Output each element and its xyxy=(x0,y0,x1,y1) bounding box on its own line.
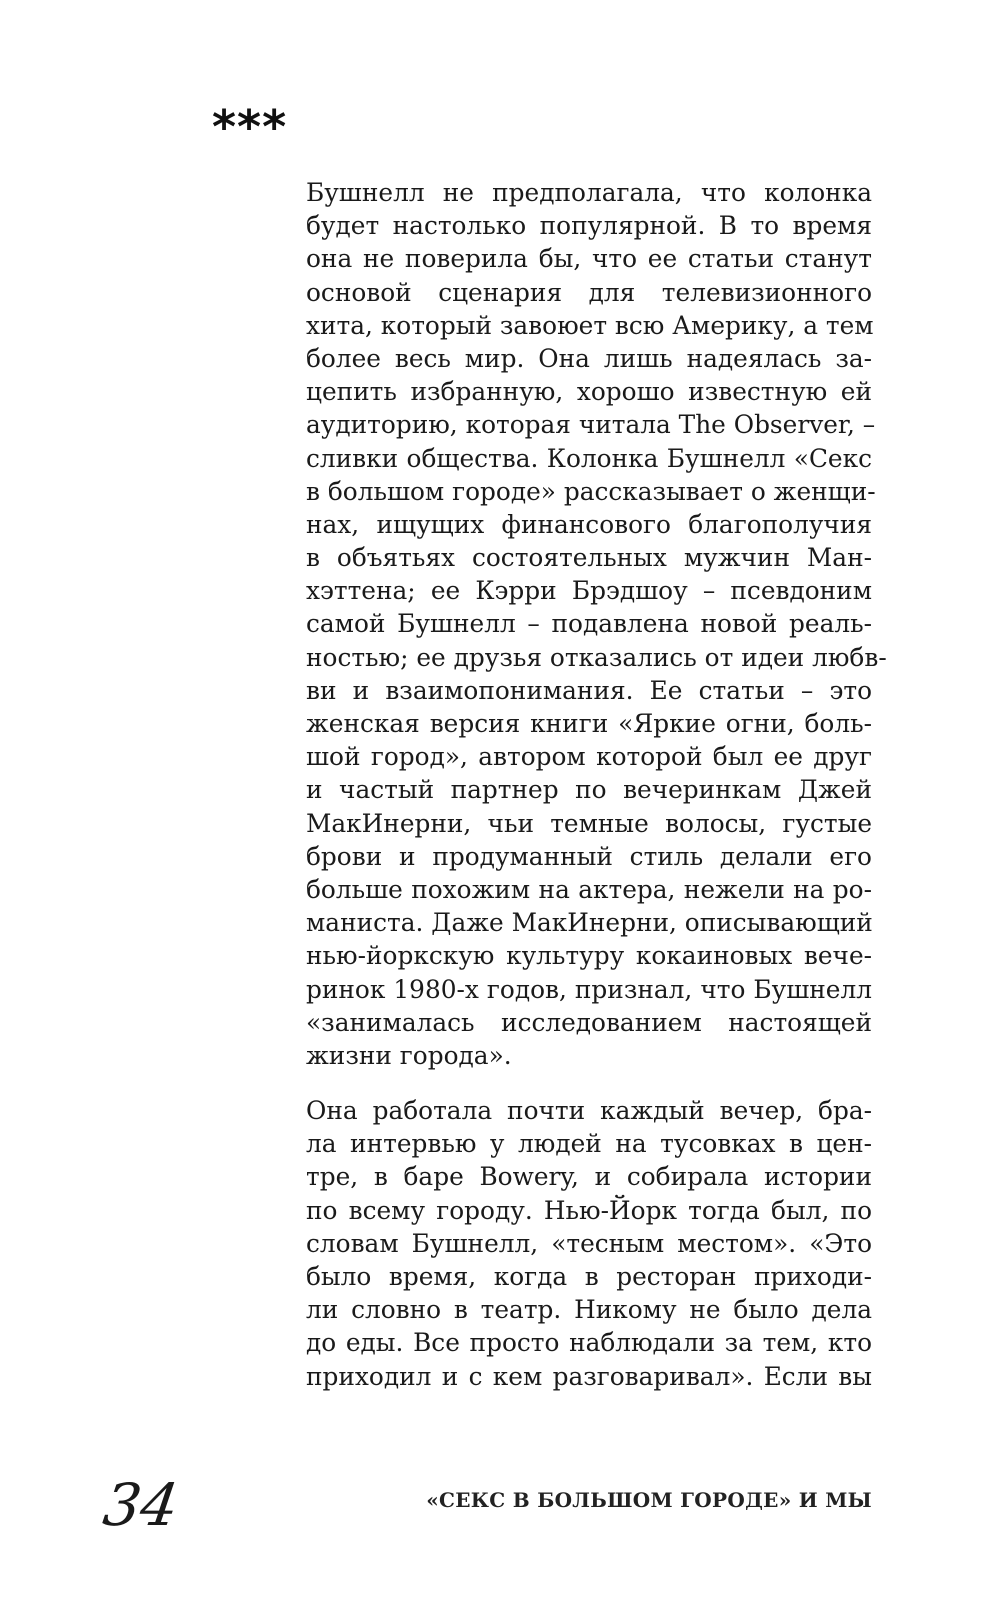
text-line: женская версия книги «Яркие огни, боль- xyxy=(306,709,872,738)
text-line: больше похожим на актера, нежели на ро- xyxy=(306,874,872,904)
text-line: Бушнелл не предполагала, что колонка xyxy=(306,178,872,207)
text-line: хита, который завоюет всю Америку, а тем xyxy=(306,310,874,340)
paragraph-2 xyxy=(306,1094,872,1393)
text-line: сливки общества. Колонка Бушнелл «Секс xyxy=(306,443,872,473)
text-line: словам Бушнелл, «тесным местом». «Это xyxy=(306,1228,872,1258)
body-text xyxy=(306,176,887,1393)
text-line: в объятьях состоятельных мужчин Ман- xyxy=(306,543,872,573)
text-line: ла интервью у людей на тусовках в цен- xyxy=(306,1129,872,1159)
text-line: по всему городу. Нью-Йорк тогда был, по xyxy=(306,1195,872,1225)
text-line: было время, когда в ресторан приходи- xyxy=(306,1262,872,1291)
text-line: «занималась исследованием настоящей xyxy=(306,1007,872,1037)
text-line: нью-йоркскую культуру кокаиновых вече- xyxy=(306,941,872,971)
text-line: в большом городе» рассказывает о женщи- xyxy=(306,476,876,506)
text-line: ринок 1980-х годов, признал, что Бушнелл xyxy=(306,974,872,1004)
text-line: ностью; ее друзья отказались от идеи любв- xyxy=(306,642,887,672)
text-line: маниста. Даже МакИнерни, описывающий xyxy=(306,908,873,938)
paragraph-gap xyxy=(306,1072,872,1094)
text-line: жизни города». xyxy=(306,1040,512,1070)
text-line: приходил и с кем разговаривал». Если вы xyxy=(306,1361,872,1391)
text-line: МакИнерни, чьи темные волосы, густые xyxy=(306,808,872,838)
text-line: ли словно в театр. Никому не было дела xyxy=(306,1295,872,1325)
section-separator: *** xyxy=(212,100,288,154)
paragraph-1 xyxy=(306,176,887,1072)
page-number: 34 xyxy=(99,1471,183,1539)
text-line: самой Бушнелл – подавлена новой реаль- xyxy=(306,609,872,639)
text-line: она не поверила бы, что ее статьи станут xyxy=(306,244,872,274)
text-line: ви и взаимопонимания. Ее статьи – это xyxy=(306,675,872,705)
running-header: «СЕКС В БОЛЬШОМ ГОРОДЕ» И МЫ xyxy=(426,1488,872,1512)
text-line: и частый партнер по вечеринкам Джей xyxy=(306,775,872,805)
text-line: хэттена; ее Кэрри Брэдшоу – псевдоним xyxy=(306,576,872,606)
text-line: нах, ищущих финансового благополучия xyxy=(306,509,872,539)
text-line: цепить избранную, хорошо известную ей xyxy=(306,377,872,407)
text-line: шой город», автором которой был ее друг xyxy=(306,742,872,772)
text-line: будет настолько популярной. В то время xyxy=(306,211,872,241)
text-line: до еды. Все просто наблюдали за тем, кто xyxy=(306,1328,872,1358)
text-line: тре, в баре Bowery, и собирала истории xyxy=(306,1162,872,1192)
text-line: Она работала почти каждый вечер, бра- xyxy=(306,1096,872,1126)
text-line: аудиторию, которая читала The Observer, – xyxy=(306,410,876,440)
text-line: основой сценария для телевизионного xyxy=(306,277,872,307)
text-line: более весь мир. Она лишь надеялась за- xyxy=(306,343,872,373)
text-line: брови и продуманный стиль делали его xyxy=(306,841,872,871)
